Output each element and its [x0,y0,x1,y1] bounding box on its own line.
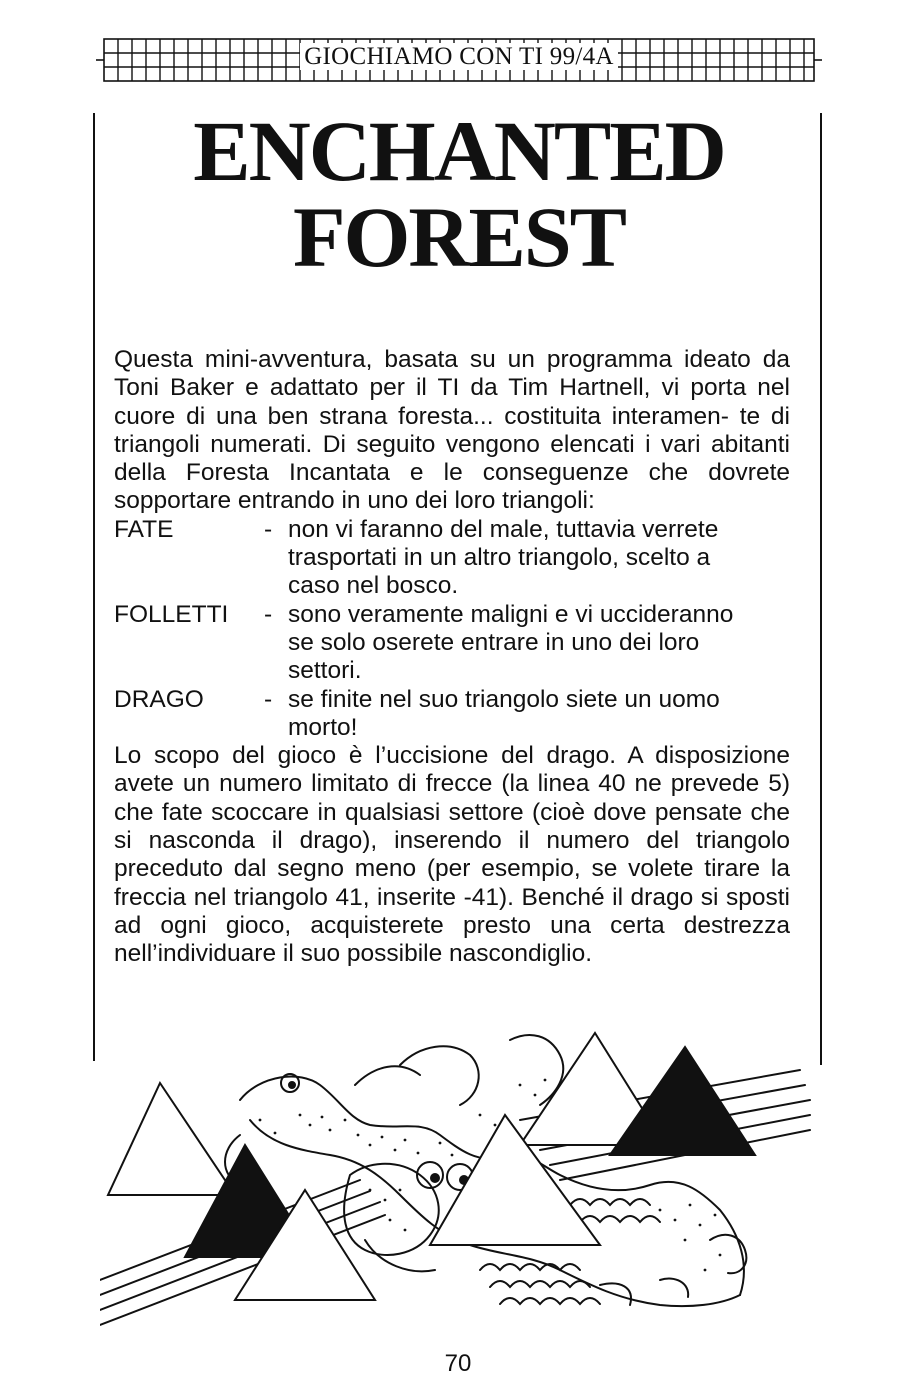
header-title: GIOCHIAMO CON TI 99/4A [300,43,618,70]
intro-line: abitanti della Foresta Incantata e le conseguenze che [114,430,790,487]
definition-dash: - [264,600,273,628]
page-title [96,103,822,285]
intro-line: Questa mini-avventura, basata su un programma ideato [114,346,751,373]
triangle-outline-left [108,1083,235,1195]
definition-text [288,516,790,601]
title-line-1: ENCHANTED [193,103,725,199]
left-frame-rule [93,113,95,1061]
intro-line: da Toni Baker e adattato per il TI da Tim Hartnell, vi porta [114,346,790,402]
definition-line: trasportati in un altro triangolo, scelto a [288,544,711,572]
definition-term: FOLLETTI [114,600,229,628]
conclusion-line: del triangolo preceduto dal segno meno (per esempio, se [114,827,791,883]
dragon-eyes [281,1074,473,1190]
definition-line: settori. [288,657,362,685]
title-line-2: FOREST [292,189,626,285]
conclusion-line: 5) che fate scoccare in qualsiasi settore (cioè dove [114,770,791,826]
article-body [114,346,790,969]
conclusion-line: Lo scopo del gioco è l’uccisione del drago. A disposizione [114,742,790,770]
conclusion-paragraph [114,742,790,968]
definition-dash: - [264,685,273,713]
page-number: 70 [444,1350,472,1377]
definition-line: sono veramente maligni e vi uccideranno [288,600,734,628]
intro-line: dovrete sopportare entrando in uno dei loro triangoli: [114,459,790,515]
intro-paragraph [114,346,790,516]
intro-line: te di triangoli numerati. Di seguito vengono elencati i vari [114,402,790,458]
definition-line: se solo oserete entrare in uno dei loro [288,628,700,656]
definition-text [288,686,790,743]
definition-text [288,601,790,686]
dragon-triangles-illustration [100,1025,816,1343]
definition-line: morto! [288,713,358,741]
intro-line: nel cuore di una ben strana foresta... costituita interamen- [114,374,790,430]
definition-folletti [114,601,790,686]
conclusion-line: presto una certa destrezza nell’individuare il suo possibile [114,911,791,968]
definition-line: non vi faranno del male, tuttavia verrete [288,515,719,543]
definition-term: DRAGO [114,685,204,713]
definition-term: FATE [114,515,174,543]
definition-dash: - [264,515,273,543]
conclusion-line: avete un numero limitato di frecce (la linea 40 ne prevede [114,770,760,798]
definition-drago [114,686,790,743]
conclusion-line: volete tirare la freccia nel triangolo 41, inserite -41). [114,855,790,911]
definition-line: caso nel bosco. [288,572,459,600]
definition-line: se finite nel suo triangolo siete un uomo [288,685,720,713]
definition-fate [114,516,790,601]
conclusion-line: Benché il drago si sposti ad ogni gioco, acquisterete [114,883,790,939]
conclusion-line: pensate che si nasconda il drago), inserendo il numero [114,798,790,855]
conclusion-line: nascondiglio. [449,940,593,968]
running-header [96,37,822,83]
